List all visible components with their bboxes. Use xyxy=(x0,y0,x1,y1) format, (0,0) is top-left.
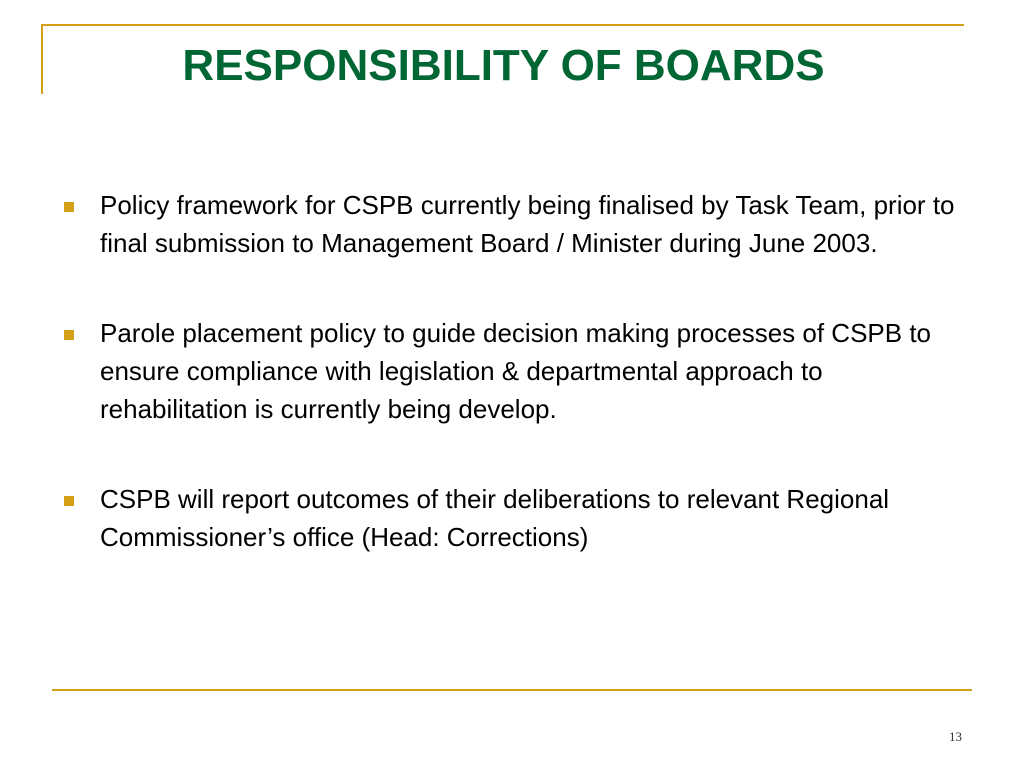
bullet-text: Parole placement policy to guide decision making processes of CSPB to ensure compliance with legislation & departmental approach to rehabilitation is currently being develop. xyxy=(100,318,931,424)
page-number: 13 xyxy=(949,729,962,744)
bullet-list xyxy=(62,186,967,608)
title-frame-top-rule xyxy=(41,24,964,26)
bullet-text: CSPB will report outcomes of their deliberations to relevant Regional Commissioner’s office (Head: Corrections) xyxy=(100,484,890,552)
bullet-item xyxy=(62,186,967,262)
square-bullet-icon xyxy=(64,496,74,506)
footer-rule xyxy=(52,689,972,691)
square-bullet-icon xyxy=(64,202,74,212)
slide-title: RESPONSIBILITY OF BOARDS xyxy=(182,41,825,90)
square-bullet-icon xyxy=(64,330,74,340)
bullet-item xyxy=(62,480,967,556)
bullet-item xyxy=(62,314,967,428)
bullet-text: Policy framework for CSPB currently being finalised by Task Team, prior to final submission to Management Board / Minister during June 2003. xyxy=(100,190,955,258)
